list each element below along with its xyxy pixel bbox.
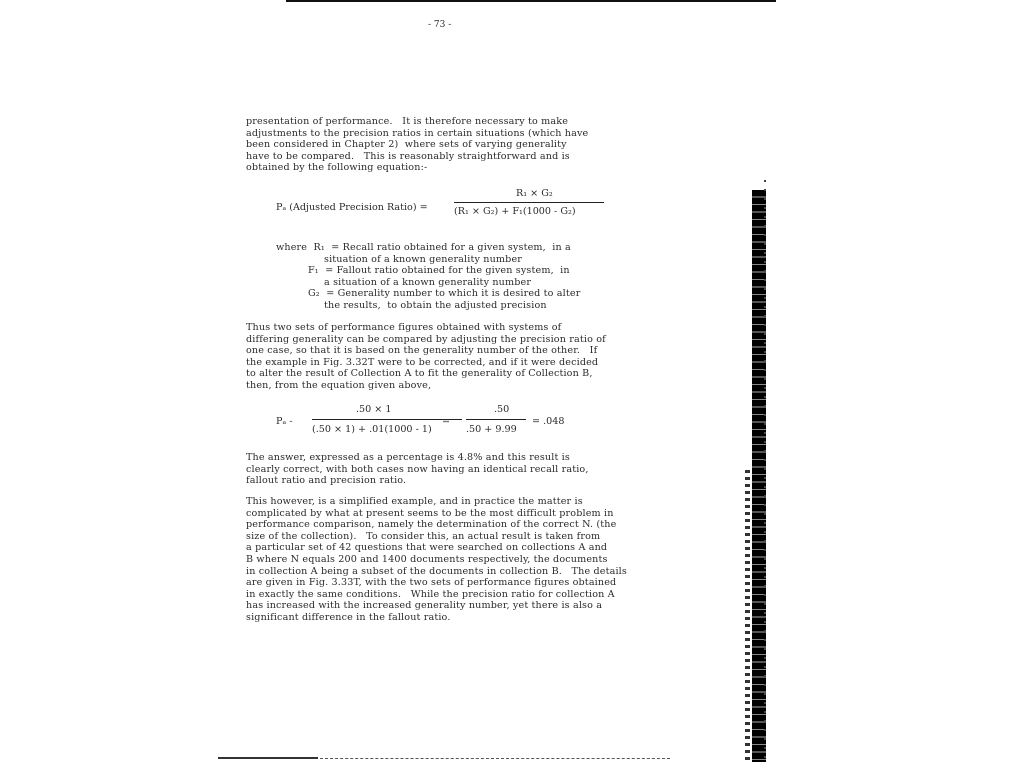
- paragraph-answer: The answer, expressed as a percentage is 4.8% and this result is clearly correct, with both cases now having an identical recall ratio, fallout ratio and precision ratio.: [246, 452, 589, 487]
- worked-example-formula: [276, 402, 596, 442]
- scan-bottom-dashes: [320, 758, 670, 759]
- formula-numerator: R₁ × G₂: [516, 188, 553, 199]
- page-number: - 73 -: [428, 20, 452, 30]
- paragraph-comparison: Thus two sets of performance figures obtained with systems of differing generality can be compared by adjusting the precision ratio of one case, so that it is based on the generality number of the other. If the example in Fig. 3.32T were to be corrected, and if it were decided to alter the result of Collection A to fit the generality of Collection B, then, from the equation given above,: [246, 322, 606, 391]
- formula-label: Pₐ -: [276, 416, 293, 427]
- formula-result: = .048: [532, 416, 565, 427]
- scan-top-border: [286, 0, 776, 2]
- fraction-bar: [312, 419, 462, 420]
- formula-denominator: (R₁ × G₂) + F₁(1000 - G₂): [454, 206, 576, 217]
- formula-denominator: (.50 × 1) + .01(1000 - 1): [312, 424, 432, 435]
- variable-definitions: where R₁ = Recall ratio obtained for a given system, in a situation of a known generality number F₁ = Fallout ratio obtained for the given system, in a situation of a known generality number G₂ = Generality number to which it is desired to alter the results, to obtain the adjusted precision: [276, 242, 581, 311]
- adjusted-precision-formula: [276, 188, 616, 224]
- formula-numerator-simplified: .50: [494, 404, 510, 415]
- scan-binding-shadow: [745, 470, 750, 760]
- formula-numerator: .50 × 1: [356, 404, 392, 415]
- formula-label: Pₐ (Adjusted Precision Ratio) =: [276, 202, 428, 213]
- formula-denominator-simplified: .50 + 9.99: [466, 424, 517, 435]
- scan-edge-specks: [764, 180, 766, 760]
- fraction-bar: [466, 419, 526, 420]
- equals-sign: =: [442, 416, 451, 427]
- scan-bottom-border: [218, 757, 318, 759]
- paragraph-complication: This however, is a simplified example, and in practice the matter is complicated by what at present seems to be the most difficult problem in performance comparison, namely the determination of the correct N. (the size of the collection). To consider this, an actual result is taken from a particular set of 42 questions that were searched on collections A and B where N equals 200 and 1400 documents respectively, the documents in collection A being a subset of the documents in collection B. The details are given in Fig. 3.33T, with the two sets of performance figures obtained in exactly the same conditions. While the precision ratio for collection A has increased with the increased generality number, yet there is also a significant difference in the fallout ratio.: [246, 496, 627, 623]
- fraction-bar: [454, 202, 604, 203]
- paragraph-intro: presentation of performance. It is therefore necessary to make adjustments to the precision ratios in certain situations (which have been considered in Chapter 2) where sets of varying generality have to be compared. This is reasonably straightforward and is obtained by the following equation:-: [246, 116, 589, 174]
